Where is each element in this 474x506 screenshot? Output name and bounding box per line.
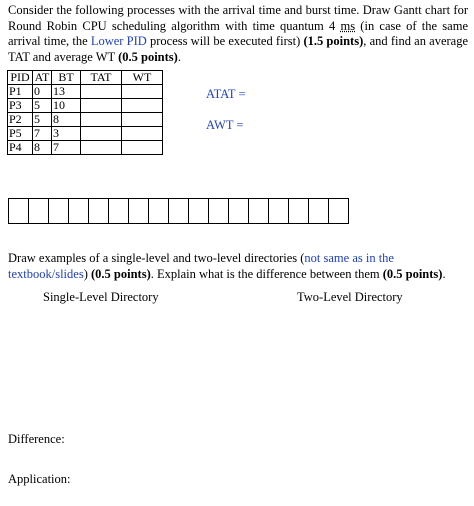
gantt-cell[interactable]: [209, 198, 229, 224]
gantt-cell[interactable]: [49, 198, 69, 224]
cell-bt: 3: [52, 127, 81, 141]
q1-text-part: process will be executed first): [146, 34, 304, 48]
cell-pid: P3: [8, 99, 33, 113]
gantt-cell[interactable]: [9, 198, 29, 224]
gantt-cell[interactable]: [309, 198, 329, 224]
gantt-cell[interactable]: [189, 198, 209, 224]
cell-at: 0: [33, 85, 52, 99]
difference-label: Difference:: [8, 432, 65, 446]
q2-text-part: ): [83, 266, 91, 281]
gantt-cell[interactable]: [329, 198, 349, 224]
question-2-text: [8, 251, 468, 282]
gantt-cell[interactable]: [289, 198, 309, 224]
q2-highlight: not same as in the textbook/slides: [8, 251, 394, 281]
cell-tat[interactable]: [81, 141, 122, 155]
q1-text-part: (in case of the same arrival time, the: [8, 18, 468, 48]
cell-pid: P1: [8, 85, 33, 99]
q1-highlight-lower-pid: Lower PID: [90, 34, 147, 48]
q1-points-avg: (0.5 points): [118, 49, 178, 64]
header-at: AT: [33, 71, 52, 85]
awt-label: AWT =: [206, 118, 244, 132]
header-bt: BT: [52, 71, 81, 85]
q1-text-part: , and find an average TAT and average WT: [8, 34, 469, 64]
cell-wt[interactable]: [122, 127, 163, 141]
q1-points-gantt: (1.5 points): [303, 34, 364, 48]
gantt-cell[interactable]: [169, 198, 189, 224]
cell-bt: 13: [52, 85, 81, 99]
table-row: [8, 127, 163, 141]
gantt-cell[interactable]: [109, 198, 129, 224]
q2-text-part: . Explain what is the difference between them: [150, 266, 383, 281]
header-wt: WT: [122, 71, 163, 85]
single-level-directory-label: Single-Level Directory: [43, 290, 159, 304]
header-pid: PID: [8, 71, 33, 85]
table-row: [8, 113, 163, 127]
cell-wt[interactable]: [122, 113, 163, 127]
q1-text-part: Consider the following processes with the arrival time and burst time. Draw Gantt chart for Round Robin CPU scheduling algorithm with time quantum 4: [8, 3, 468, 33]
two-level-directory-label: Two-Level Directory: [297, 290, 403, 304]
cell-bt: 10: [52, 99, 81, 113]
table-header-row: [8, 71, 163, 85]
gantt-cell[interactable]: [69, 198, 89, 224]
q2-text-part: .: [442, 266, 446, 281]
question-1-text: [8, 3, 468, 65]
cell-at: 8: [33, 141, 52, 155]
q2-points-draw: (0.5 points): [91, 266, 151, 281]
atat-label: ATAT =: [206, 87, 246, 101]
cell-wt[interactable]: [122, 99, 163, 113]
gantt-cell[interactable]: [129, 198, 149, 224]
q1-unit-ms: ms: [340, 18, 356, 33]
cell-tat[interactable]: [81, 113, 122, 127]
cell-tat[interactable]: [81, 85, 122, 99]
gantt-cell[interactable]: [149, 198, 169, 224]
cell-wt[interactable]: [122, 85, 163, 99]
cell-tat[interactable]: [81, 99, 122, 113]
gantt-cell[interactable]: [269, 198, 289, 224]
cell-pid: P2: [8, 113, 33, 127]
table-row: [8, 141, 163, 155]
cell-tat[interactable]: [81, 127, 122, 141]
gantt-chart-grid: [8, 198, 349, 224]
header-tat: TAT: [81, 71, 122, 85]
q2-points-explain: (0.5 points): [382, 266, 443, 281]
cell-at: 5: [33, 99, 52, 113]
table-row: [8, 99, 163, 113]
cell-at: 7: [33, 127, 52, 141]
cell-bt: 7: [52, 141, 81, 155]
cell-pid: P4: [8, 141, 33, 155]
gantt-cell[interactable]: [249, 198, 269, 224]
process-table: [7, 70, 163, 155]
gantt-cell[interactable]: [29, 198, 49, 224]
q2-text-part: Draw examples of a single-level and two-level directories (: [8, 251, 305, 265]
q1-text-part: .: [177, 49, 181, 64]
gantt-cell[interactable]: [229, 198, 249, 224]
table-row: [8, 85, 163, 99]
cell-wt[interactable]: [122, 141, 163, 155]
gantt-cell[interactable]: [89, 198, 109, 224]
cell-pid: P5: [8, 127, 33, 141]
cell-at: 5: [33, 113, 52, 127]
cell-bt: 8: [52, 113, 81, 127]
application-label: Application:: [8, 472, 71, 486]
